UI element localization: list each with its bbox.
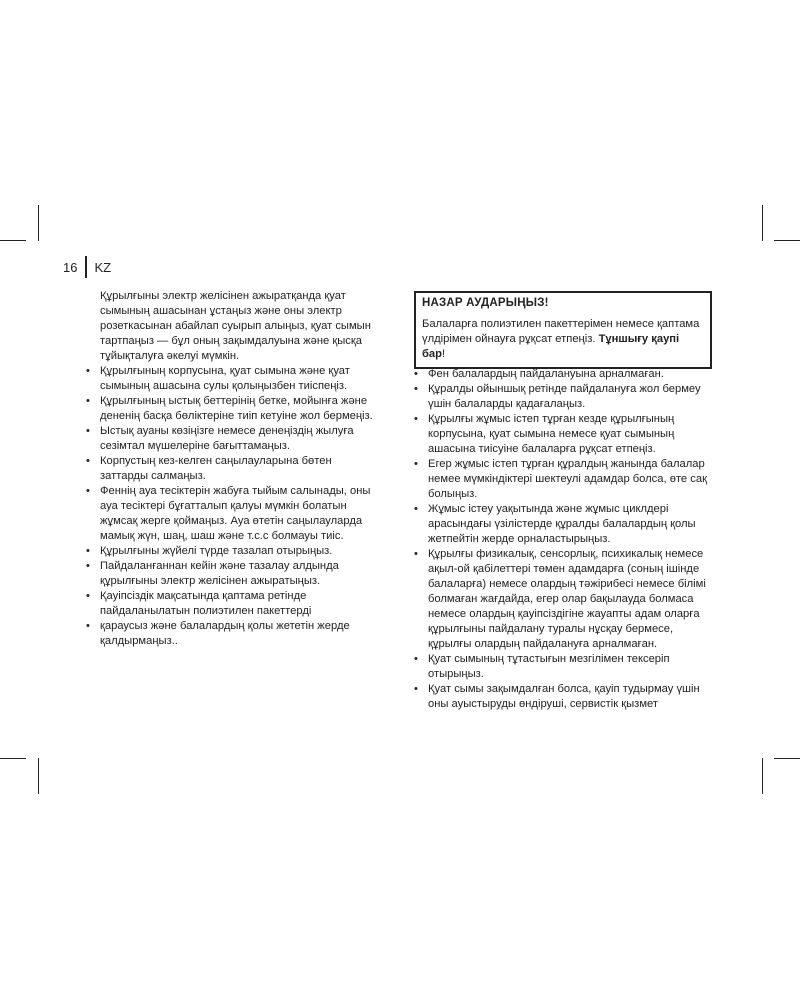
crop-mark bbox=[38, 758, 39, 794]
crop-mark bbox=[774, 758, 800, 759]
list-item: • Құрылғыны жүйелі түрде тазалап отырыңыз. bbox=[86, 544, 376, 559]
header-divider bbox=[85, 256, 87, 278]
list-item: • Құрылғының ыстық беттерінің бетке, мойынға және дененің басқа бөліктеріне тиіп кетуіне жол бермеңіз. bbox=[86, 394, 376, 424]
left-column bbox=[86, 289, 376, 649]
list-item: • қараусыз және балалардың қолы жететін жерде қалдырмаңыз.. bbox=[86, 619, 376, 649]
safety-list-right bbox=[414, 367, 714, 712]
list-item: • Қауіпсіздік мақсатында қаптама ретінде пайдаланылатын полиэтилен пакеттерді bbox=[86, 589, 376, 619]
page-number: 16 bbox=[63, 259, 78, 275]
page-header bbox=[63, 256, 111, 278]
list-item: • Феннің ауа тесіктерін жабуға тыйым салынады, оны ауа тесіктері бұғатталып қалуы мүмкін болатын жұмсақ жерге қоймаңыз. Ауа өтетін саңылауларда мамық жүн, шаң, шаш және т.с.с болмауы тиіс. bbox=[86, 484, 376, 544]
crop-mark bbox=[0, 758, 26, 759]
safety-list-left bbox=[86, 364, 376, 649]
warning-text bbox=[422, 317, 703, 362]
list-item: • Фен балалардың пайдалануына арналмаған. bbox=[414, 367, 714, 382]
list-item: • Құрылғы жұмыс істеп тұрған кезде құрылғының корпусына, қуат сымына немесе қуат сымының ашасына тиісуіне балаларға рұқсат етпеңіз. bbox=[414, 412, 714, 457]
warning-body: Балаларға полиэтилен пакеттерімен немесе қаптама үлдірімен ойнауға рұқсат етпеңіз. bbox=[422, 318, 700, 345]
list-item: • Жұмыс істеу уақытында және жұмыс циклдері арасындағы үзілістерде құралды балалардың қолы жетпейтін жерде орналастырыңыз. bbox=[414, 502, 714, 547]
crop-mark bbox=[38, 205, 39, 241]
list-item: • Құрылғы физикалық, сенсорлық, психикалық немесе ақыл-ой қабілеттері төмен адамдарға (соның ішінде балаларға) немесе олардың тәжірибесі немесе білімі болмаған жағдайда, егер олар бақылауда болмаса немесе олардың қауіпсіздігіне жауапты адам оларға құрылғыны пайдалану туралы нұсқау бермесе, құрылғы олардың пайдалануға арналмаған. bbox=[414, 547, 714, 652]
list-item: • Егер жұмыс істеп тұрған құралдың жанында балалар немее мүмкіндіктері шектеулі адамдар болса, өте сақ болыңыз. bbox=[414, 457, 714, 502]
crop-mark bbox=[774, 240, 800, 241]
crop-mark bbox=[0, 240, 26, 241]
list-item: • Пайдаланғаннан кейін және тазалау алдында құрылғыны электр желісінен ажыратыңыз. bbox=[86, 559, 376, 589]
crop-mark bbox=[762, 758, 763, 794]
right-column bbox=[414, 367, 714, 712]
list-item: • Қуат сымы зақымдалған болса, қауіп тудырмау үшін оны ауыстыруды өндіруші, сервистік қызмет bbox=[414, 682, 714, 712]
crop-mark bbox=[762, 205, 763, 241]
list-item: • Құралды ойыншық ретінде пайдалануға жол бермеу үшін балаларды қадағалаңыз. bbox=[414, 382, 714, 412]
language-code: KZ bbox=[94, 259, 112, 275]
list-item: • Ыстық ауаны көзіңізге немесе денеңіздің жылуға сезімтал мүшелеріне бағыттамаңыз. bbox=[86, 424, 376, 454]
warning-emphasis: Тұншығу қаупі бар bbox=[422, 333, 680, 360]
intro-paragraph: Құрылғыны электр желісінен ажыратқанда қуат сымының ашасынан ұстаңыз және оны электр розеткасынан абайлап суырып алыңыз, қуат сымын тартпаңыз — бұл оның зақымдалуына және қысқа тұйықталуға әкелуі мүмкін. bbox=[100, 290, 371, 362]
list-item: • Құрылғының корпусына, қуат сымына және қуат сымының ашасына сулы қолыңызбен тиіспеңіз. bbox=[86, 364, 376, 394]
warning-box bbox=[414, 291, 712, 369]
warning-suffix: ! bbox=[441, 348, 446, 360]
list-item: • Корпустың кез-келген саңылауларына бөтен заттарды салмаңыз. bbox=[86, 454, 376, 484]
list-item: • Қуат сымының тұтастығын мезгілімен тексеріп отырыңыз. bbox=[414, 652, 714, 682]
warning-title: НАЗАР АУДАРЫҢЫЗ! bbox=[422, 297, 549, 309]
